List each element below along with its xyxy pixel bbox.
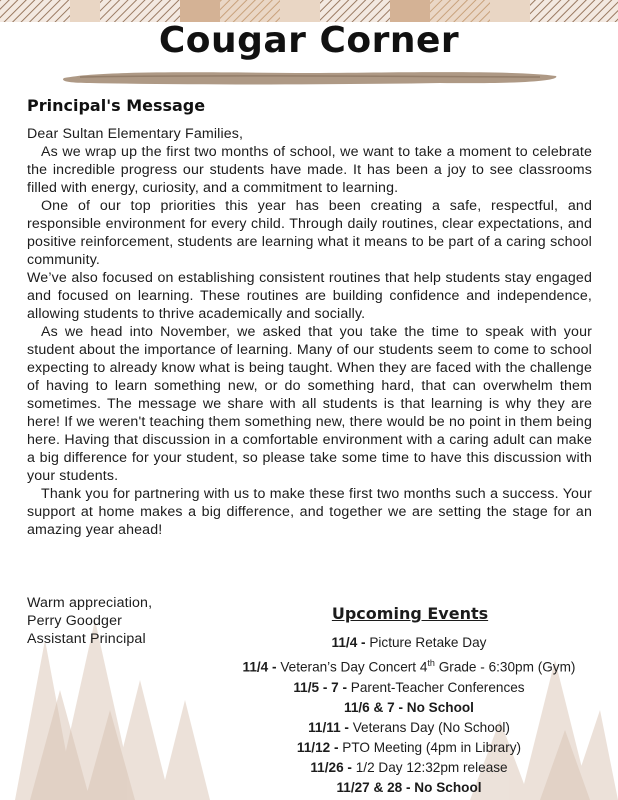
signature-role: Assistant Principal: [27, 631, 146, 647]
event-date: 11/5 - 7 -: [293, 679, 348, 695]
letter-paragraph: As we head into November, we asked that you take the time to speak with your student about the importance of learning. Many of our students seem to come to school expecting to already know what is being taught. When they are faced with the challenge of having to learn something new, or do something hard, that can overwhelm them sometimes. The message we share with all students is that learning is why they are here! If we weren't teaching them something new, there would be no point in them being here. Having that discussion in a comfortable environment with a caring adult can make a big difference for your student, so please take some time to have this discussion with your students.: [27, 324, 592, 484]
event-item: [200, 678, 618, 698]
event-item: [200, 778, 618, 798]
event-date: 11/12 -: [296, 739, 339, 755]
event-text: Picture Retake Day: [365, 635, 487, 650]
event-sup: th: [427, 658, 435, 668]
letter-paragraph: We’ve also focused on establishing consistent routines that help students stay engaged and focused on learning. These routines are building confidence and independence, allowing students to thrive academically and socially.: [27, 270, 592, 322]
event-item: [200, 738, 618, 758]
letter-paragraph: One of our top priorities this year has been creating a safe, respectful, and responsible environment for every child. Through daily routines, clear expectations, and positive reinforcement, students are learning what it means to be part of a caring school community.: [27, 198, 592, 268]
brush-stroke-divider: [60, 68, 560, 88]
event-text: Parent-Teacher Conferences: [347, 679, 525, 695]
letter-paragraph: Thank you for partnering with us to make these first two months such a success. Your support at home makes a big difference, and together we are setting the stage for an amazing year ahead!: [27, 486, 592, 538]
letter-greeting: Dear Sultan Elementary Families,: [27, 126, 244, 142]
newsletter-title: Cougar Corner: [158, 20, 460, 61]
event-date: 11/6 & 7 - No School: [344, 699, 474, 715]
event-item: [200, 758, 618, 778]
events-list: [200, 633, 618, 798]
event-text: PTO Meeting (4pm in Library): [338, 739, 522, 755]
principal-letter: [27, 125, 592, 539]
event-item: [200, 633, 618, 653]
event-date: 11/11 -: [308, 719, 349, 735]
principal-message-heading: Principal's Message: [27, 96, 206, 115]
signature-closing: Warm appreciation,: [27, 595, 153, 611]
signature-name: Perry Goodger: [27, 613, 122, 629]
event-text-after: Grade - 6:30pm (Gym): [434, 659, 576, 675]
event-date: 11/4 -: [331, 635, 366, 650]
event-item: [200, 698, 618, 718]
event-item: [200, 653, 618, 678]
event-date: 11/4 -: [242, 659, 277, 675]
letter-paragraph: As we wrap up the first two months of school, we want to take a moment to celebrate the incredible progress our students have made. It has been a joy to see classrooms filled with energy, curiosity, and a commitment to learning.: [27, 144, 592, 196]
event-item: [200, 718, 618, 738]
event-date: 11/27 & 28 - No School: [336, 779, 482, 795]
upcoming-events-heading: Upcoming Events: [331, 604, 489, 623]
plaid-border: [0, 0, 618, 22]
letter-signature: [27, 594, 152, 648]
event-text: Veterans Day (No School): [348, 719, 510, 735]
event-date: 11/26 -: [310, 759, 352, 775]
event-text: 1/2 Day 12:32pm release: [351, 759, 508, 775]
event-text: Veteran’s Day Concert 4: [276, 659, 428, 675]
